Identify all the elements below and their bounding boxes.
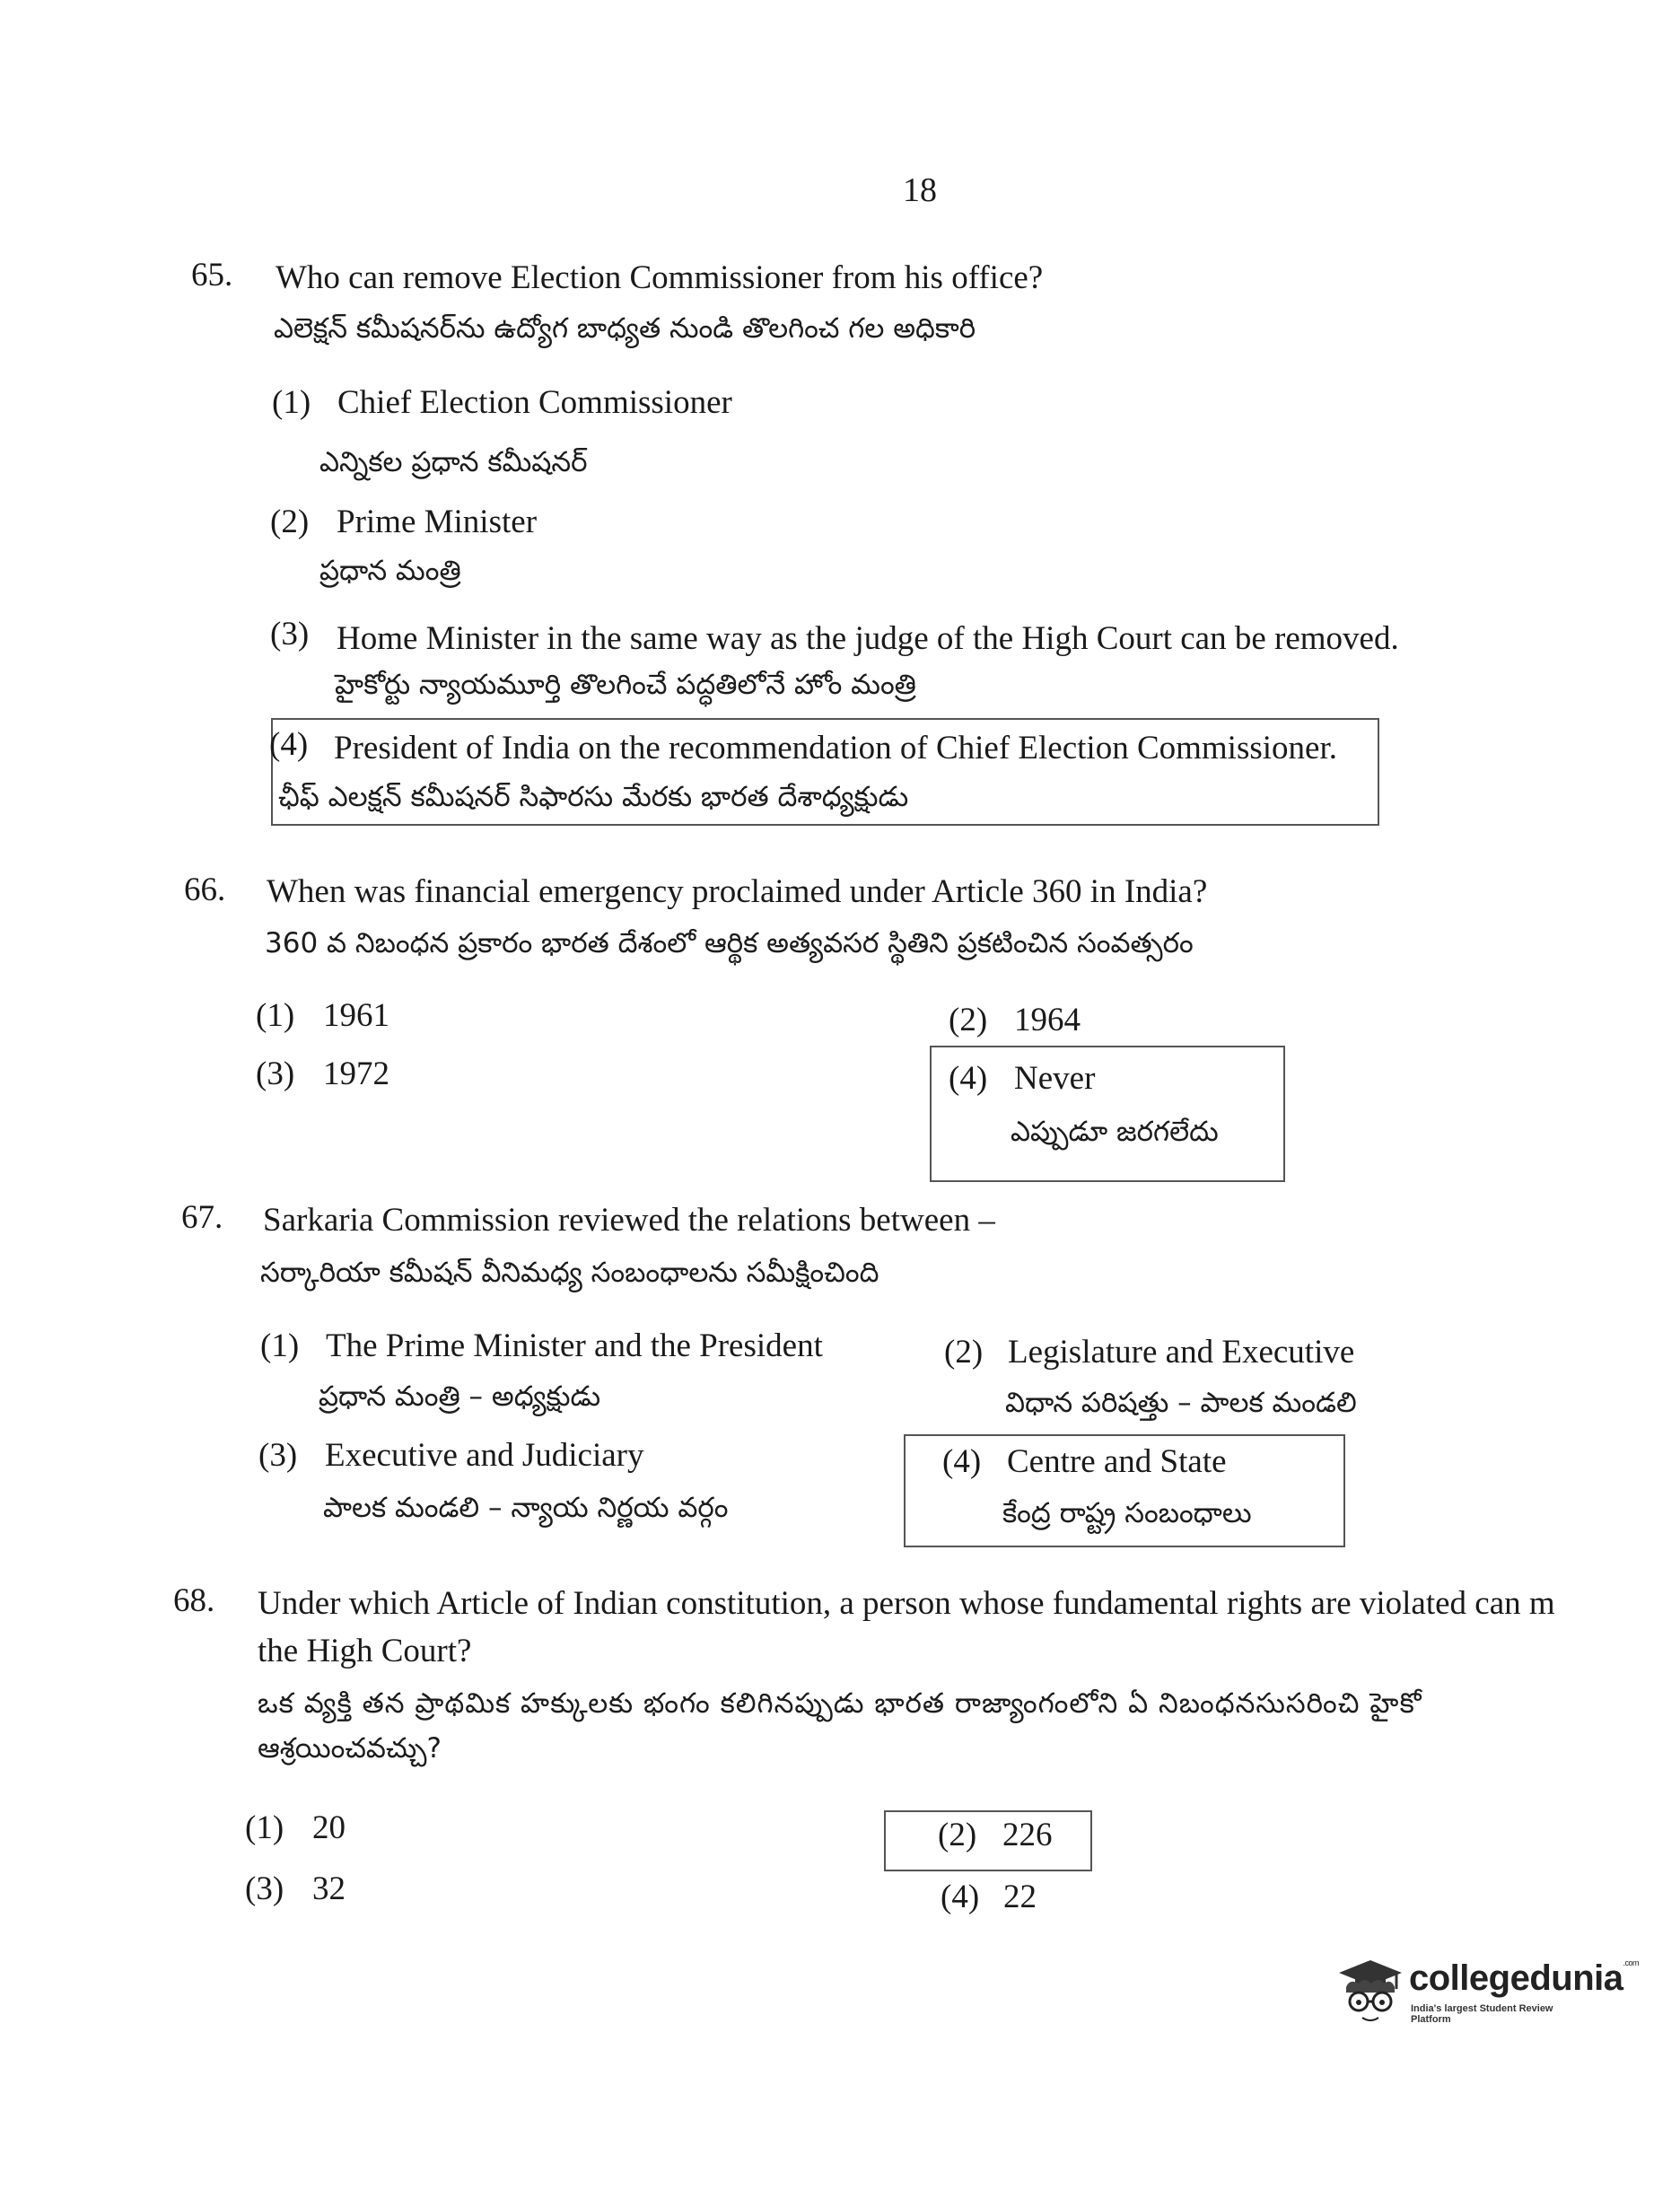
q66-option-4-num: (4) (949, 1060, 988, 1097)
q68-option-1-num: (1) (245, 1809, 284, 1846)
page-number: 18 (903, 171, 937, 209)
collegedunia-logo (1337, 1957, 1640, 2028)
q66-option-4-te: ఎప్పుడూ జరగలేదు (1011, 1116, 1219, 1148)
q65-number: 65. (191, 257, 233, 293)
q67-option-1-te: ప్రధాన మంత్రి – అధ్యక్షుడు (319, 1380, 601, 1413)
q65-option-4-num: (4) (269, 726, 309, 763)
graduate-face-icon (1337, 1957, 1404, 2028)
q67-option-3-num: (3) (258, 1437, 298, 1474)
q65-option-4-te: ఛీఫ్ ఎలక్షన్ కమీషనర్ సిఫారసు మేరకు భారత దేశాధ్యక్షుడు (278, 781, 909, 813)
q67-option-2-en: Legislature and Executive (1008, 1334, 1355, 1371)
q68-option-3-num: (3) (245, 1870, 284, 1907)
q67-option-3-en: Executive and Judiciary (325, 1437, 644, 1474)
q65-option-3-num: (3) (270, 616, 310, 653)
q66-option-2-en: 1964 (1014, 1002, 1081, 1038)
q68-question-te-line2: ఆశ్రయించవచ్చు? (258, 1732, 442, 1765)
q67-option-2-te: విధాన పరిషత్తు – పాలక మండలి (1005, 1387, 1357, 1419)
q65-option-1-te: ఎన్నికల ప్రధాన కమీషనర్ (319, 446, 588, 478)
logo-name: collegedunia (1409, 1958, 1623, 1998)
q68-question-en-line1: Under which Article of Indian constitution, a person whose fundamental rights are violated can m (258, 1585, 1555, 1622)
q67-option-4-en: Centre and State (1007, 1443, 1227, 1480)
q65-option-3-en: Home Minister in the same way as the judge of the High Court can be removed. (337, 620, 1399, 657)
q65-option-2-num: (2) (270, 504, 310, 540)
q66-question-te: 360 వ నిబంధన ప్రకారం భారత దేశంలో ఆర్థిక అత్యవసర స్థితిని ప్రకటించిన సంవత్సరం (265, 927, 1194, 959)
q65-option-1-en: Chief Election Commissioner (337, 384, 732, 421)
q66-option-3-en: 1972 (323, 1056, 389, 1092)
q68-question-te-line1: ఒక వ్యక్తి తన ప్రాథమిక హక్కులకు భంగం కలిగినప్పుడు భారత రాజ్యాంగంలోని ఏ నిబంధనసుసరించి హైకో (258, 1687, 1422, 1720)
logo-tagline: India's largest Student Review Platform (1411, 2003, 1553, 2025)
q66-number: 66. (184, 872, 226, 908)
q68-answer-box (884, 1810, 1092, 1871)
q68-option-2-num: (2) (938, 1817, 977, 1853)
q66-option-1-en: 1961 (323, 997, 389, 1034)
q66-option-2-num: (2) (949, 1002, 988, 1038)
q65-option-4-en: President of India on the recommendation of Chief Election Commissioner. (334, 730, 1337, 766)
q68-option-1-en: 20 (312, 1809, 346, 1846)
q65-option-3-te: హైకోర్టు న్యాయమూర్తి తొలగించే పద్ధతిలోనే హోం మంత్రి (335, 669, 916, 701)
q66-option-4-en: Never (1014, 1060, 1096, 1097)
logo-superscript: .com (1623, 1958, 1640, 1967)
q65-question-te: ఎలెక్షన్ కమీషనర్‌ను ఉద్యోగ బాధ్యత నుండి తొలగించ గల అధికారి (274, 312, 976, 345)
q68-question-en-line2: the High Court? (258, 1633, 472, 1669)
q68-number: 68. (173, 1582, 215, 1619)
q66-option-1-num: (1) (256, 997, 295, 1034)
q67-option-3-te: పాలక మండలి – న్యాయ నిర్ణయ వర్గం (323, 1492, 729, 1524)
q67-question-te: సర్కారియా కమీషన్ వీనిమధ్య సంబంధాలను సమీక్షించింది (260, 1257, 879, 1289)
q67-question-en: Sarkaria Commission reviewed the relations between – (263, 1202, 995, 1239)
q65-question-en: Who can remove Election Commissioner from his office? (276, 259, 1044, 296)
q67-option-4-num: (4) (942, 1443, 982, 1480)
q68-option-4-en: 22 (1003, 1879, 1037, 1915)
q67-option-2-num: (2) (944, 1334, 984, 1371)
logo-wordmark (1409, 1958, 1639, 1999)
q66-question-en: When was financial emergency proclaimed under Article 360 in India? (267, 873, 1208, 910)
q67-option-1-num: (1) (260, 1327, 300, 1364)
q68-option-4-num: (4) (941, 1879, 980, 1915)
q65-option-2-en: Prime Minister (337, 504, 538, 540)
q65-option-2-te: ప్రధాన మంత్రి (319, 555, 461, 587)
q68-option-2-en: 226 (1002, 1817, 1053, 1853)
q66-option-3-num: (3) (256, 1056, 295, 1092)
q68-option-3-en: 32 (312, 1870, 346, 1907)
q67-option-1-en: The Prime Minister and the President (326, 1327, 823, 1364)
q67-option-4-te: కేంద్ర రాష్ట్ర సంబంధాలు (1002, 1497, 1252, 1529)
q67-number: 67. (181, 1199, 223, 1236)
q65-option-1-num: (1) (272, 384, 311, 421)
